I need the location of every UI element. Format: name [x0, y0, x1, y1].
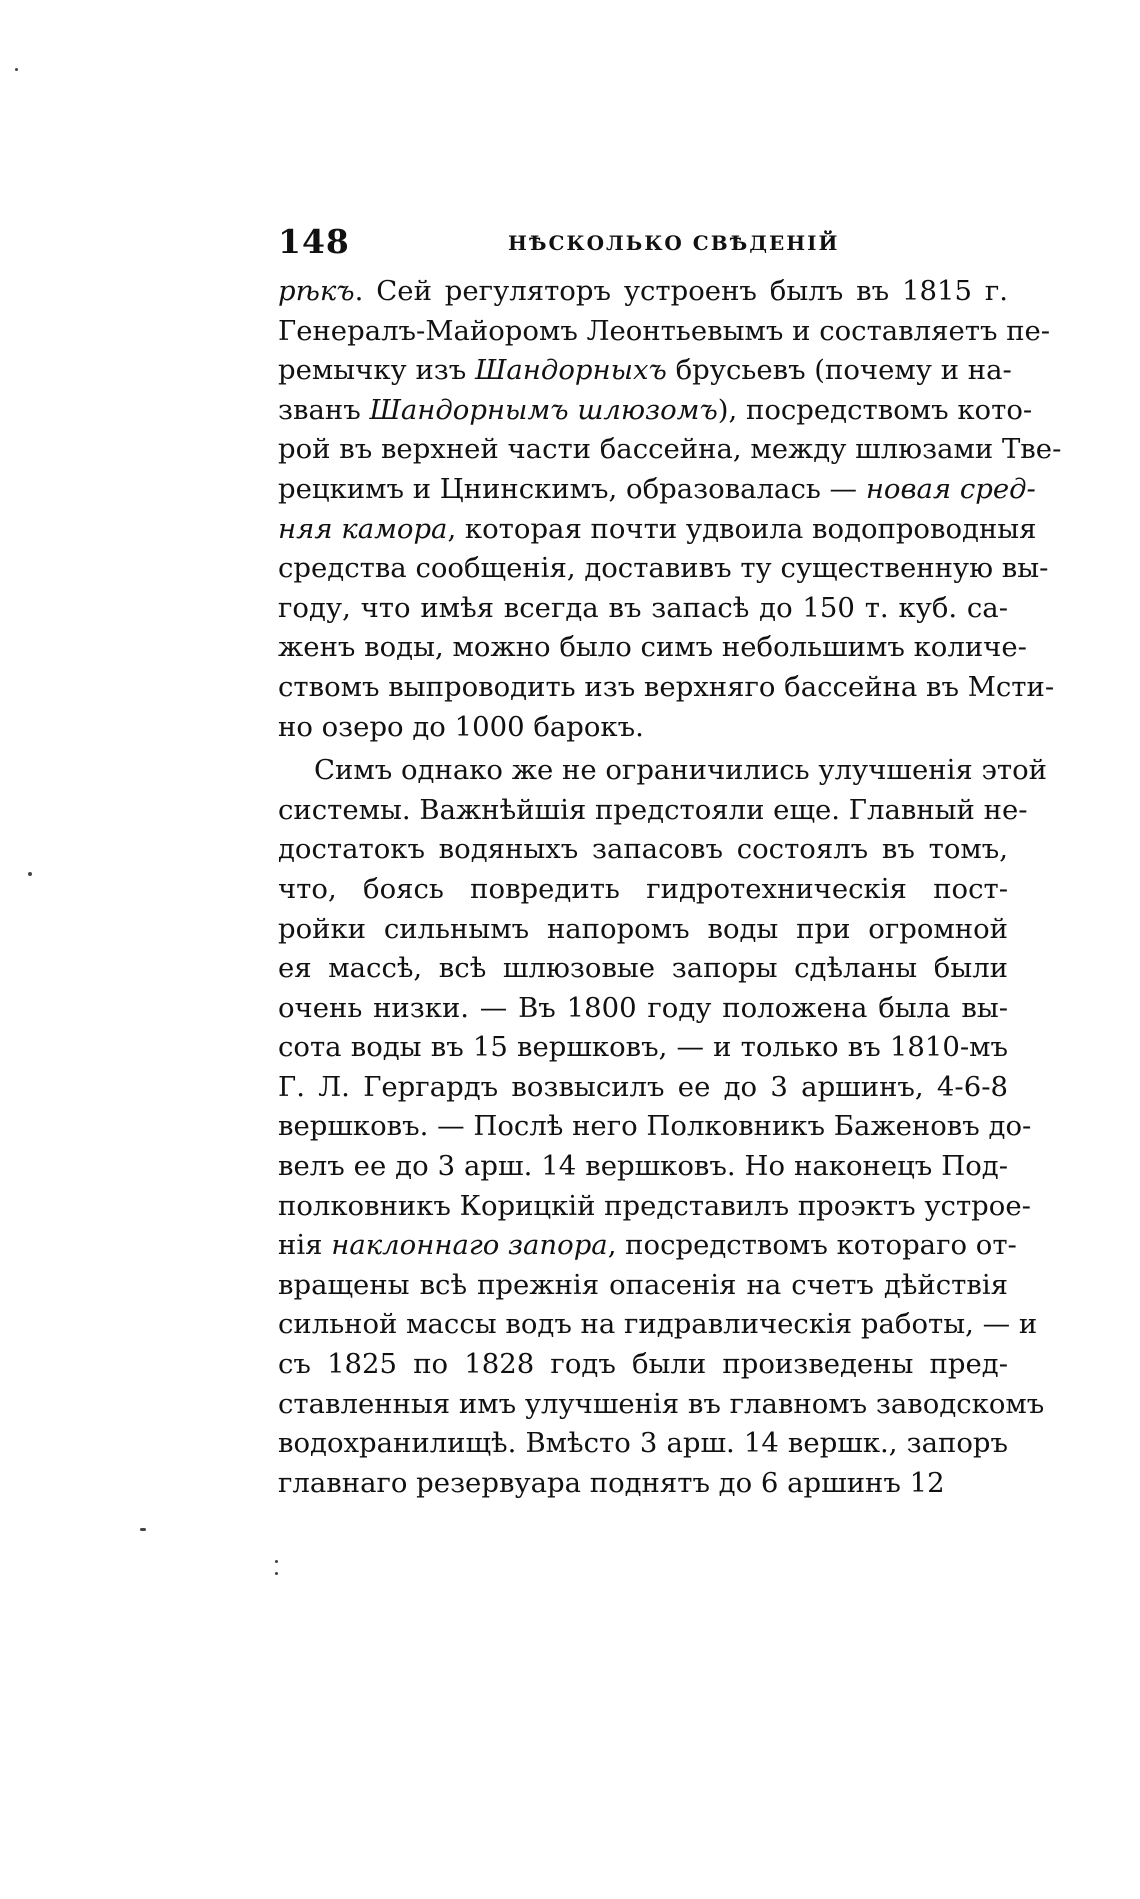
text-line: [278, 1107, 1032, 1147]
text-run: Симъ однако же не ограничились улучшенія этой: [314, 754, 1047, 787]
text-run: году, что имѣя всегда въ запасѣ до 150 т. куб. са-: [278, 591, 1008, 624]
text-line: [278, 1305, 1038, 1345]
text-line: [278, 1028, 1008, 1068]
text-run: , посредствомъ котораго от-: [607, 1229, 1017, 1262]
italic-text: Шандорныхъ: [475, 354, 667, 387]
text-run: сота воды въ 15 вершковъ, — и только въ 1810-мъ: [278, 1031, 1008, 1064]
text-run: ставленныя имъ улучшенія въ главномъ заводскомъ: [278, 1387, 1045, 1420]
text-run: системы. Важнѣйшія предстояли еще. Главный не-: [278, 793, 1028, 826]
text-line: [278, 1424, 1008, 1464]
text-line: [278, 708, 1008, 748]
text-run: нія: [278, 1229, 332, 1262]
text-line: [278, 510, 1037, 550]
text-line: [278, 391, 1033, 431]
italic-text: Шандорнымъ шлюзомъ: [369, 393, 718, 426]
text-line: [278, 989, 1008, 1029]
text-run: вращены всѣ прежнія опасенія на счетъ дѣйствія: [278, 1268, 1008, 1301]
paragraph: [278, 751, 1047, 1503]
text-run: рой въ верхней части бассейна, между шлюзами Тве-: [278, 433, 1062, 466]
text-run: Г. Л. Гергардъ возвысилъ ее до 3 аршинъ, 4-6-8: [278, 1070, 1008, 1103]
page-number: 148: [278, 222, 350, 261]
text-run: ройки сильнымъ напоромъ воды при огромной: [278, 912, 1008, 945]
text-run: очень низки. — Въ 1800 году положена была вы-: [278, 991, 1008, 1024]
text-run: ствомъ выпроводить изъ верхняго бассейна въ Мсти-: [278, 670, 1055, 703]
text-run: , которая почти удвоила водопроводныя: [447, 512, 1037, 545]
text-line: [278, 628, 1027, 668]
text-line: [278, 830, 1008, 870]
text-run: рецкимъ и Цнинскимъ, образовалась —: [278, 472, 866, 505]
text-line: [278, 470, 1036, 510]
text-line: [278, 272, 1008, 312]
scan-speck: [28, 872, 32, 876]
italic-text: няя камора: [278, 512, 448, 545]
text-run: Генералъ-Майоромъ Леонтьевымъ и составляетъ пе-: [278, 314, 1051, 347]
italic-text: рѣкъ: [278, 275, 355, 307]
text-run: велъ ее до 3 арш. 14 вершковъ. Но наконецъ Под-: [278, 1150, 1008, 1183]
text-run: что, боясь повредить гидротехническія пост-: [278, 872, 1008, 905]
text-run: средства сообщенія, доставивъ ту существенную вы-: [278, 552, 1049, 585]
scan-speck: [275, 1572, 278, 1575]
scan-speck: [15, 68, 18, 71]
text-run: ея массѣ, всѣ шлюзовые запоры сдѣланы были: [278, 952, 1008, 985]
text-run: вершковъ. — Послѣ него Полковникъ Баженовъ до-: [278, 1110, 1032, 1143]
text-line: [278, 910, 1008, 950]
text-line: [278, 589, 1008, 629]
text-line: [278, 870, 1008, 910]
text-run: съ 1825 по 1828 годъ были произведены пред-: [278, 1348, 1008, 1381]
text-line: [278, 430, 1062, 470]
text-line: [278, 1187, 1031, 1227]
text-run: главнаго резервуара поднятъ до 6 аршинъ 12: [278, 1466, 945, 1499]
text-line: [278, 1464, 1008, 1504]
text-run: ремычку изъ: [278, 354, 476, 387]
text-run: полковникъ Корицкій представилъ проэктъ устрое-: [278, 1189, 1031, 1222]
text-run: но озеро до 1000 барокъ.: [278, 710, 644, 743]
text-line: [278, 1226, 1017, 1266]
text-run: ), посредствомъ кото-: [717, 393, 1033, 426]
text-run: званъ: [278, 393, 370, 426]
text-run: водохранилищѣ. Вмѣсто 3 арш. 14 вершк., запоръ: [278, 1427, 1008, 1460]
scan-speck: [140, 1528, 146, 1531]
text-run: сильной массы водъ на гидравлическія работы, — и: [278, 1308, 1038, 1341]
paragraph: [278, 272, 1062, 747]
text-line: [278, 668, 1055, 708]
body-text: [278, 272, 1062, 1503]
text-line: [278, 1147, 1008, 1187]
text-line: [278, 549, 1049, 589]
text-line: [278, 1345, 1008, 1385]
text-line: [278, 1266, 1008, 1306]
text-line: [278, 791, 1028, 831]
italic-text: новая сред-: [865, 472, 1036, 505]
text-run: . Сей регуляторъ устроенъ былъ въ 1815 г.: [354, 275, 1008, 307]
text-line: [278, 949, 1008, 989]
text-line: [278, 1385, 1045, 1425]
running-head: НѢСКОЛЬКО СВѢДЕНІЙ: [508, 231, 840, 255]
italic-text: наклоннаго запора: [331, 1229, 608, 1262]
page-header: [278, 222, 1008, 272]
text-run: женъ воды, можно было симъ небольшимъ количе-: [278, 631, 1027, 664]
text-line: [278, 351, 1012, 391]
text-line: [278, 312, 1051, 352]
scan-speck: [275, 1560, 278, 1563]
text-line: [278, 1068, 1008, 1108]
text-run: достатокъ водяныхъ запасовъ состоялъ въ томъ,: [278, 833, 1008, 866]
text-line: [278, 751, 1047, 791]
text-run: брусьевъ (почему и на-: [666, 354, 1012, 387]
